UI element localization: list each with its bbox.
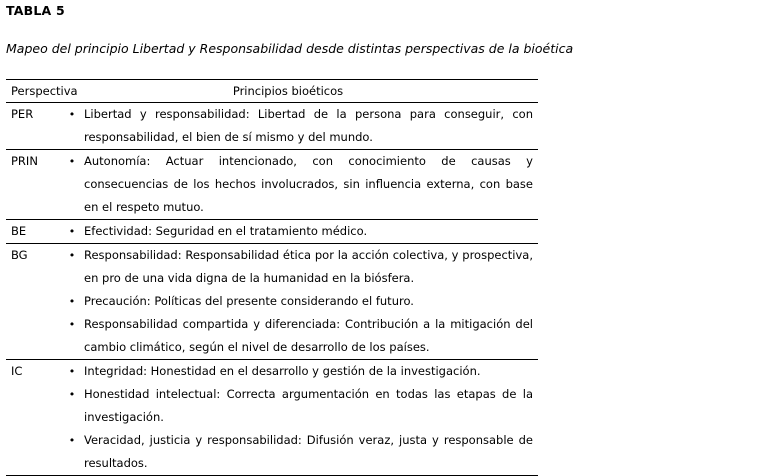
principle-item bbox=[62, 150, 533, 219]
principle-list bbox=[62, 150, 538, 219]
principle-list bbox=[62, 360, 538, 475]
principle-text: Libertad y responsabilidad: Libertad de la persona para conseguir, con responsabilidad, el bien de sí mismo y del mundo. bbox=[84, 107, 533, 144]
principle-text: Efectividad: Seguridad en el tratamiento médico. bbox=[84, 224, 368, 238]
principle-text: Veracidad, justicia y responsabilidad: Difusión veraz, justa y responsable de resultados. bbox=[84, 433, 533, 470]
principle-item bbox=[62, 220, 533, 243]
table-caption: Mapeo del principio Libertad y Responsabilidad desde distintas perspectivas de la bioética bbox=[6, 41, 574, 56]
principle-list bbox=[62, 244, 538, 359]
principle-text: Precaución: Políticas del presente considerando el futuro. bbox=[84, 294, 414, 308]
table-row bbox=[6, 150, 538, 220]
principle-list bbox=[62, 103, 538, 149]
principle-item bbox=[62, 429, 533, 475]
bullet-icon: • bbox=[68, 155, 76, 168]
bullet-icon: • bbox=[68, 295, 76, 308]
header-principles: Principios bioéticos bbox=[232, 84, 344, 98]
table-number: TABLA 5 bbox=[6, 3, 65, 18]
principle-list bbox=[62, 220, 538, 243]
principle-item bbox=[62, 383, 533, 429]
principle-item bbox=[62, 360, 533, 383]
bullet-icon: • bbox=[68, 249, 76, 262]
bullet-icon: • bbox=[68, 108, 76, 121]
table-header-row bbox=[6, 80, 538, 103]
table-row bbox=[6, 244, 538, 360]
perspective-code: PRIN bbox=[11, 154, 38, 168]
bullet-icon: • bbox=[68, 225, 76, 238]
bullet-icon: • bbox=[68, 318, 76, 331]
principle-text: Integridad: Honestidad en el desarrollo y gestión de la investigación. bbox=[84, 364, 481, 378]
principle-text: Autonomía: Actuar intencionado, con conocimiento de causas y consecuencias de los hechos involucrados, sin influencia externa, con base en el respeto mutuo. bbox=[84, 154, 533, 214]
bullet-icon: • bbox=[68, 388, 76, 401]
table-row bbox=[6, 220, 538, 244]
table-row bbox=[6, 360, 538, 475]
principle-item bbox=[62, 244, 533, 290]
perspective-code: BE bbox=[11, 224, 27, 238]
bullet-icon: • bbox=[68, 434, 76, 447]
principle-text: Honestidad intelectual: Correcta argumentación en todas las etapas de la investigación. bbox=[84, 387, 533, 424]
header-perspective: Perspectiva bbox=[11, 84, 78, 98]
principle-item bbox=[62, 313, 533, 359]
bullet-icon: • bbox=[68, 365, 76, 378]
table-body bbox=[6, 103, 538, 475]
perspective-code: IC bbox=[11, 364, 23, 378]
perspective-code: PER bbox=[11, 107, 34, 121]
principle-item bbox=[62, 103, 533, 149]
principle-item bbox=[62, 290, 533, 313]
principles-table bbox=[6, 79, 538, 476]
table-row bbox=[6, 103, 538, 150]
perspective-code: BG bbox=[11, 248, 28, 262]
principle-text: Responsabilidad compartida y diferenciada: Contribución a la mitigación del cambio climático, según el nivel de desarrollo de los países. bbox=[84, 317, 533, 354]
principle-text: Responsabilidad: Responsabilidad ética por la acción colectiva, y prospectiva, en pro de una vida digna de la humanidad en la biósfera. bbox=[84, 248, 533, 285]
